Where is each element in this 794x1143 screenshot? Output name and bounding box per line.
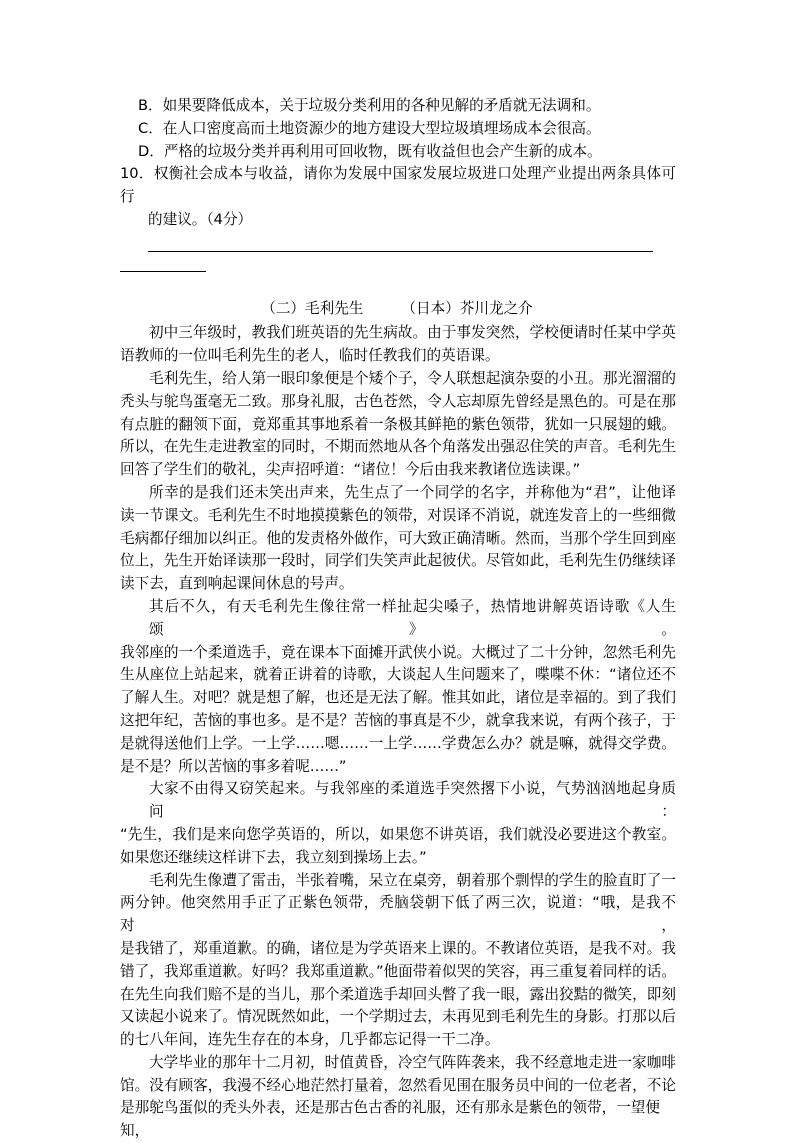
paragraph-line: 的七八年间，连先生存在的本身，几乎都忘记得一干二净。 <box>120 1031 500 1049</box>
paragraph-line: 其后不久，有天毛利先生像往常一样扯起尖嗓子，热情地讲解英语诗歌《人生颂》。 <box>149 597 676 638</box>
option-d: D．严格的垃圾分类并再利用可回收物，既有收益但也会产生新的成本。 <box>138 143 602 160</box>
paragraph-line: 又读起小说来了。情况既然如此，一个学期过去，未再见到毛利先生的身影。打那以后 <box>120 1008 676 1026</box>
paragraph-line: 所以，在先生走进教室的同时，不期而然地从各个角落发出强忍住笑的声音。毛利先生 <box>120 438 676 456</box>
article-body <box>120 322 676 1143</box>
question-10-cont: 的建议。（4分） <box>148 210 253 228</box>
paragraph-line: 毛利先生，给人第一眼印象便是个矮个子，令人联想起演杂耍的小丑。那光溜溜的 <box>149 369 676 387</box>
paragraph-line: 在先生向我们赔不是的当儿，那个柔道选手却回头瞥了我一眼，露出狡黠的微笑，即刻 <box>120 985 676 1003</box>
paragraph-line: 读下去，直到响起课间休息的号声。 <box>120 575 354 593</box>
paragraph-line: 位上，先生开始译读那一段时，同学们失笑声此起彼伏。尽管如此，毛利先生仍继续译 <box>120 552 676 570</box>
paragraph-line: 是我错了，郑重道歉。的确，诸位是为学英语来上课的。不教诸位英语，是我不对。我 <box>120 939 676 957</box>
option-b: B．如果要降低成本，关于垃圾分类利用的各种见解的矛盾就无法调和。 <box>138 97 601 114</box>
paragraph-line: 毛利先生像遭了雷击，半张着嘴，呆立在桌旁，朝着那个剽悍的学生的脸直盯了一 <box>149 871 676 889</box>
paragraph-line: 读一节课文。毛利先生不时地摸摸紫色的领带，对误译不消说，就连发音上的一些细微 <box>120 506 676 524</box>
paragraph-line: 是那鸵鸟蛋似的秃头外表，还是那古色古香的礼服，还有那永是紫色的领带，一望便知， <box>120 1099 660 1140</box>
story-title: （二）毛利先生 <box>261 300 364 318</box>
paragraph-line: 秃头与鸵鸟蛋毫无二致。那身礼服，古色苍然，令人忘却原先曾经是黑色的。可是在那 <box>120 392 676 410</box>
paragraph-line: 生从座位上站起来，就着正讲着的诗歌，大谈起人生问题来了，喋喋不休：“诸位还不 <box>120 666 676 684</box>
answer-line-short[interactable] <box>120 271 206 272</box>
paragraph-line: 大学毕业的那年十二月初，时值黄昏，冷空气阵阵袭来，我不经意地走进一家咖啡 <box>149 1053 676 1071</box>
paragraph-line: 馆。没有顾客，我漫不经心地茫然打量着，忽然看见围在服务员中间的一位老者，不论 <box>120 1076 676 1094</box>
story-author: （日本）芥川龙之介 <box>401 300 533 318</box>
page-content <box>120 94 676 1143</box>
paragraph-line: “先生，我们是来向您学英语的，所以，如果您不讲英语，我们就没必要进这个教室。 <box>120 825 676 843</box>
paragraph-line: 是不是？所以苦恼的事多着呢……” <box>120 757 347 775</box>
paragraph-line: 两分钟。他突然用手正了正紫色领带，秃脑袋朝下低了两三次，说道：“哦，是我不对， <box>120 894 676 935</box>
paragraph-line: 所幸的是我们还未笑出声来，先生点了一个同学的名字，并称他为“君”，让他译 <box>149 483 676 501</box>
paragraph-line: 是就得送他们上学。一上学……嗯……一上学……学费怎么办？就是嘛，就得交学费。 <box>120 734 676 752</box>
paragraph-line: 语教师的一位叫毛利先生的老人，临时任教我们的英语课。 <box>120 347 500 365</box>
question-10: 10．权衡社会成本与收益，请你为发展中国家发展垃圾进口处理产业提出两条具体可行 <box>120 165 676 205</box>
paragraph-line: 我邻座的一个柔道选手，竟在课本下面摊开武侠小说。大概过了二十分钟，忽然毛利先 <box>120 643 676 661</box>
paragraph-line: 回答了学生们的敬礼，尖声招呼道：“诸位！今后由我来教诸位选读课。” <box>120 461 581 479</box>
paragraph-line: 大家不由得又窃笑起来。与我邻座的柔道选手突然撂下小说，气势汹汹地起身质问： <box>149 780 676 821</box>
paragraph-line: 初中三年级时，教我们班英语的先生病故。由于事发突然，学校便请时任某中学英 <box>149 324 676 342</box>
paragraph-line: 有点脏的翻领下面，竟郑重其事地系着一条极其鲜艳的紫色领带，犹如一只展翅的蛾。 <box>120 415 676 433</box>
option-c: C．在人口密度高而土地资源少的地方建设大型垃圾填埋场成本会很高。 <box>138 120 601 137</box>
paragraph-line: 了解人生。对吧？就是想了解，也还是无法了解。惟其如此，诸位是幸福的。到了我们 <box>120 689 676 707</box>
answer-line[interactable] <box>148 251 653 252</box>
paragraph-line: 毛病都仔细加以纠正。他的发责格外做作，可大致正确清晰。然而，当那个学生回到座 <box>120 529 676 547</box>
paragraph-line: 错了，我郑重道歉。好吗？我郑重道歉。”他面带着似哭的笑容，再三重复着同样的话。 <box>120 962 676 980</box>
paragraph-line: 这把年纪，苦恼的事也多。是不是？苦恼的事真是不少，就拿我来说，有两个孩子，于 <box>120 711 676 729</box>
section-title <box>0 299 794 319</box>
paragraph-line: 如果您还继续这样讲下去，我立刻到操场上去。” <box>120 848 427 866</box>
